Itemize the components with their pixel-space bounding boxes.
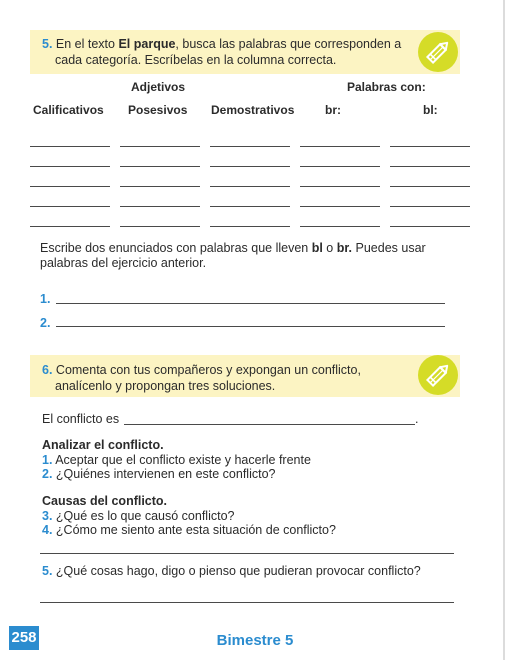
answer-line[interactable] bbox=[300, 226, 380, 227]
answer-line[interactable] bbox=[120, 206, 200, 207]
answer-line[interactable] bbox=[390, 226, 470, 227]
column-calificativos: Calificativos bbox=[33, 103, 104, 117]
causas-title: Causas del conflicto. bbox=[42, 494, 168, 508]
answer-line[interactable] bbox=[390, 146, 470, 147]
answer-line[interactable] bbox=[300, 146, 380, 147]
exercise-6-number: 6. bbox=[42, 363, 53, 377]
answer-line[interactable] bbox=[30, 146, 110, 147]
pencil-icon bbox=[418, 32, 458, 72]
header-adjetivos: Adjetivos bbox=[131, 80, 186, 94]
column-demostrativos: Demostrativos bbox=[211, 103, 295, 117]
exercise-5-number: 5. bbox=[42, 37, 53, 51]
answer-line[interactable] bbox=[30, 226, 110, 227]
page-edge bbox=[503, 0, 505, 660]
footer-bimestre: Bimestre 5 bbox=[216, 632, 294, 649]
list-item: 1. Aceptar que el conflicto existe y hacerle frente bbox=[42, 453, 311, 467]
column-br: br: bbox=[325, 103, 341, 117]
answer-line[interactable] bbox=[120, 186, 200, 187]
exercise-6-instructions: 6. Comenta con tus compañeros y expongan un conflicto, analícenlo y propongan tres soluciones. bbox=[42, 363, 361, 393]
answer-line[interactable] bbox=[120, 146, 200, 147]
answer-line[interactable] bbox=[30, 166, 110, 167]
header-palabras-con: Palabras con: bbox=[347, 80, 426, 94]
answer-line[interactable] bbox=[300, 206, 380, 207]
page-number: 258 bbox=[9, 626, 39, 650]
answer-line[interactable] bbox=[40, 553, 454, 554]
sentence-line-1[interactable] bbox=[56, 303, 445, 304]
sentence-line-2[interactable] bbox=[56, 326, 445, 327]
pencil-icon bbox=[418, 355, 458, 395]
conflict-period: . bbox=[415, 412, 419, 426]
answer-line[interactable] bbox=[210, 226, 290, 227]
analizar-title: Analizar el conflicto. bbox=[42, 438, 164, 452]
sentence-number-2: 2. bbox=[40, 316, 51, 330]
answer-line[interactable] bbox=[390, 166, 470, 167]
list-item: 4. ¿Cómo me siento ante esta situación de conflicto? bbox=[42, 523, 336, 537]
answer-line[interactable] bbox=[40, 602, 454, 603]
answer-line[interactable] bbox=[210, 166, 290, 167]
answer-line[interactable] bbox=[30, 186, 110, 187]
list-item: 3. ¿Qué es lo que causó conflicto? bbox=[42, 509, 235, 523]
column-bl: bl: bbox=[423, 103, 438, 117]
conflict-answer-line[interactable] bbox=[124, 424, 415, 425]
answer-line[interactable] bbox=[210, 186, 290, 187]
answer-line[interactable] bbox=[210, 206, 290, 207]
answer-line[interactable] bbox=[210, 146, 290, 147]
answer-line[interactable] bbox=[390, 186, 470, 187]
answer-line[interactable] bbox=[120, 166, 200, 167]
answer-line[interactable] bbox=[30, 206, 110, 207]
answer-line[interactable] bbox=[390, 206, 470, 207]
answer-line[interactable] bbox=[300, 186, 380, 187]
answer-line[interactable] bbox=[120, 226, 200, 227]
conflict-label: El conflicto es bbox=[42, 412, 120, 426]
list-item: 2. ¿Quiénes intervienen en este conflicto? bbox=[42, 467, 276, 481]
list-item: 5. ¿Qué cosas hago, digo o pienso que pudieran provocar conflicto? bbox=[42, 564, 421, 578]
column-posesivos: Posesivos bbox=[128, 103, 188, 117]
exercise-5-instructions: 5. En el texto El parque, busca las palabras que corresponden a cada categoría. Escríbelas en la columna correcta. bbox=[42, 37, 402, 67]
sentence-number-1: 1. bbox=[40, 292, 51, 306]
sentences-instructions: Escribe dos enunciados con palabras que lleven bl o br. Puedes usar palabras del ejercicio anterior. bbox=[40, 241, 426, 270]
answer-line[interactable] bbox=[300, 166, 380, 167]
